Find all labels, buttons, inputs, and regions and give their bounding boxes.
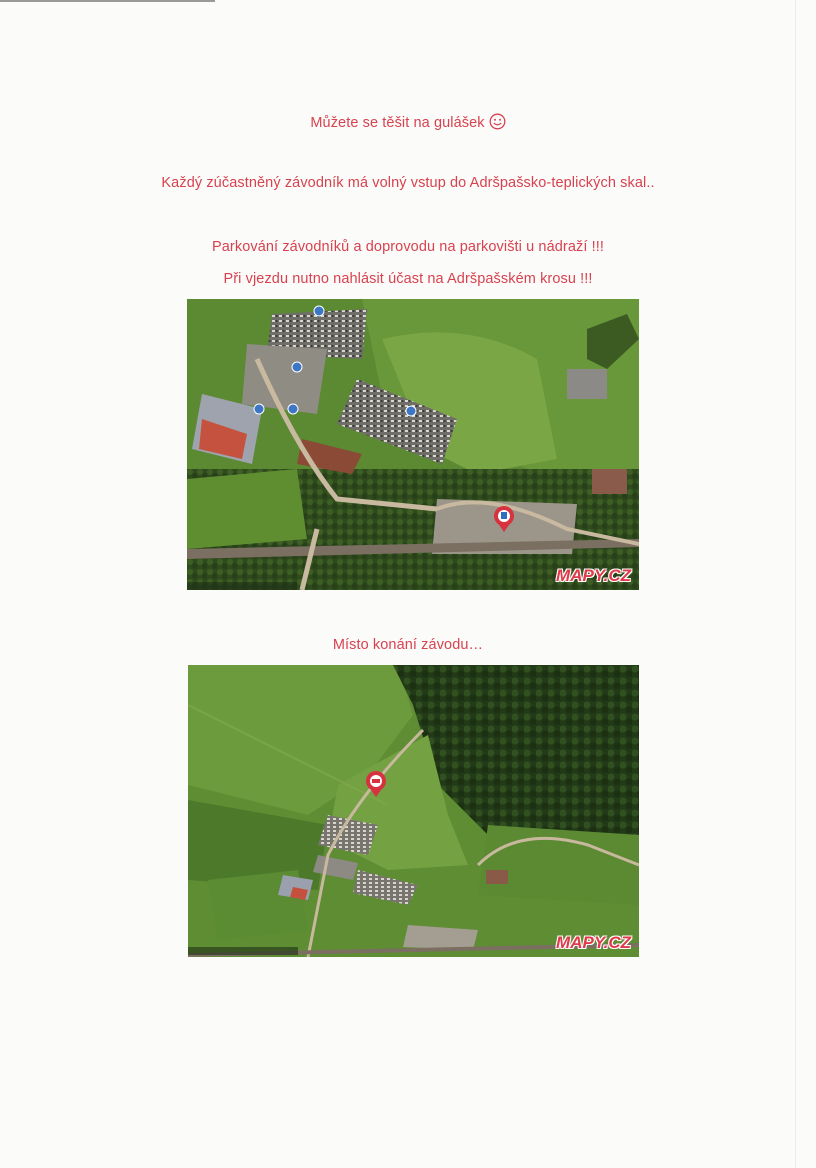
venue-map-image xyxy=(188,665,639,957)
announce-line: Při vjezdu nutno nahlásit účast na Adršpašském krosu !!! xyxy=(223,271,593,287)
scan-edge xyxy=(0,0,215,2)
venue-line: Místo konání závodu… xyxy=(332,637,484,653)
gulasek-line xyxy=(0,113,816,131)
parking-line: Parkování závodníků a doprovodu na parkovišti u nádraží !!! xyxy=(212,239,604,255)
venue-map xyxy=(188,665,639,957)
parking-map-image xyxy=(187,299,639,590)
entry-line: Každý zúčastněný závodník má volný vstup do Adršpašsko-teplických skal.. xyxy=(161,175,655,191)
gulasek-text: Můžete se těšit na gulášek xyxy=(310,115,485,131)
smiley-icon xyxy=(489,113,506,130)
parking-map xyxy=(187,299,639,590)
mapy-logo: MAPY.CZ xyxy=(556,566,631,585)
mapy-logo: MAPY.CZ xyxy=(556,933,631,952)
